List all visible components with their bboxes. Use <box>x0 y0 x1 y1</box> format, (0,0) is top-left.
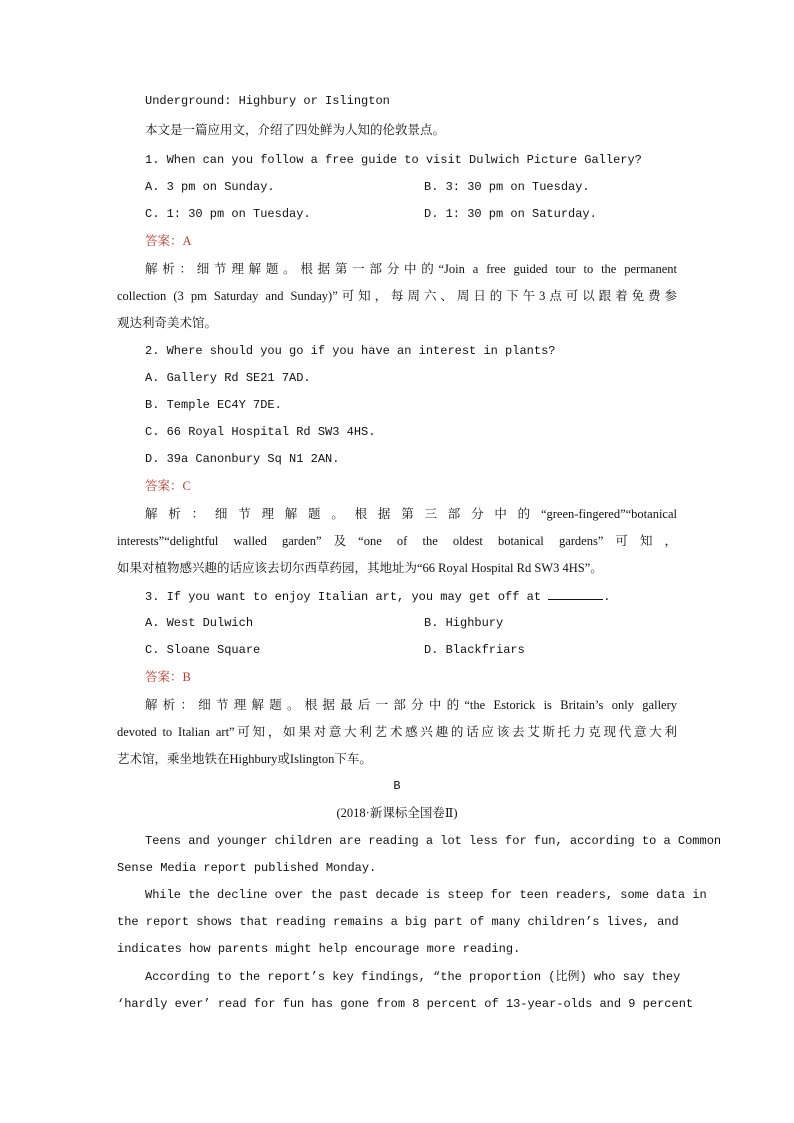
option-1d: D. 1: 30 pm on Saturday. <box>424 207 597 221</box>
answer-3: 答案：B <box>145 670 191 684</box>
explanation-3: 艺术馆，乘坐地铁在Highbury或Islington下车。 <box>117 752 372 766</box>
question-3-text: 3. If you want to enjoy Italian art, you may get off at <box>145 590 542 604</box>
passage-line: According to the report’s key findings, “the proportion (比例) who say they <box>145 970 681 984</box>
option-3b: B. Highbury <box>424 616 504 630</box>
option-1c: C. 1: 30 pm on Tuesday. <box>145 207 311 221</box>
option-3a: A. West Dulwich <box>145 616 254 630</box>
text-line: 本文是一篇应用文，介绍了四处鲜为人知的伦敦景点。 <box>145 123 446 137</box>
option-2a: A. Gallery Rd SE21 7AD. <box>145 371 311 385</box>
option-1b: B. 3: 30 pm on Tuesday. <box>424 180 590 194</box>
passage-line: ‘hardly ever’ read for fun has gone from 8 percent of 13-year-olds and 9 percent <box>117 997 694 1011</box>
explanation-1: collection (3 pm Saturday and Sunday)”可知，每周六、周日的下午3点可以跟着免费参 <box>117 289 677 303</box>
explanation-2: 如果对植物感兴趣的话应该去切尔西草药园，其地址为“66 Royal Hospital Rd SW3 4HS”。 <box>117 561 603 575</box>
passage-line: indicates how parents might help encourage more reading. <box>117 942 521 956</box>
option-2c: C. 66 Royal Hospital Rd SW3 4HS. <box>145 425 376 439</box>
passage-line: Sense Media report published Monday. <box>117 861 377 875</box>
passage-line: While the decline over the past decade is steep for teen readers, some data in <box>145 888 707 902</box>
explanation-3: devoted to Italian art”可知，如果对意大利艺术感兴趣的话应该去艾斯托力克现代意大利 <box>117 725 677 739</box>
question-1: 1. When can you follow a free guide to visit Dulwich Picture Gallery? <box>145 153 642 167</box>
explanation-1: 观达利奇美术馆。 <box>117 316 218 330</box>
option-3c: C. Sloane Square <box>145 643 261 657</box>
option-2d: D. 39a Canonbury Sq N1 2AN. <box>145 452 340 466</box>
answer-1: 答案：A <box>145 234 192 248</box>
passage-line: Teens and younger children are reading a lot less for fun, according to a Common <box>145 834 722 848</box>
option-1a: A. 3 pm on Sunday. <box>145 180 275 194</box>
question-3-end: . <box>603 590 611 604</box>
explanation-2: 解析：细节理解题。根据第三部分中的“green-fingered”“botanical <box>145 507 677 521</box>
question-2: 2. Where should you go if you have an interest in plants? <box>145 344 556 358</box>
option-3d: D. Blackfriars <box>424 643 525 657</box>
text-line: Underground: Highbury or Islington <box>145 94 390 108</box>
section-heading: B <box>393 779 401 793</box>
explanation-2: interests”“delightful walled garden”及“one of the oldest botanical gardens”可知， <box>117 534 677 548</box>
question-3 <box>145 587 610 606</box>
explanation-1: 解析：细节理解题。根据第一部分中的“Join a free guided tour to the permanent <box>145 262 677 276</box>
option-2b: B. Temple EC4Y 7DE. <box>145 398 282 412</box>
explanation-3: 解析：细节理解题。根据最后一部分中的“the Estorick is Britain’s only gallery <box>145 698 677 712</box>
passage-line: the report shows that reading remains a big part of many children’s lives, and <box>117 915 679 929</box>
section-source: (2018·新课标全国卷Ⅱ) <box>336 806 458 820</box>
answer-2: 答案：C <box>145 479 191 493</box>
answer-blank <box>548 587 603 600</box>
